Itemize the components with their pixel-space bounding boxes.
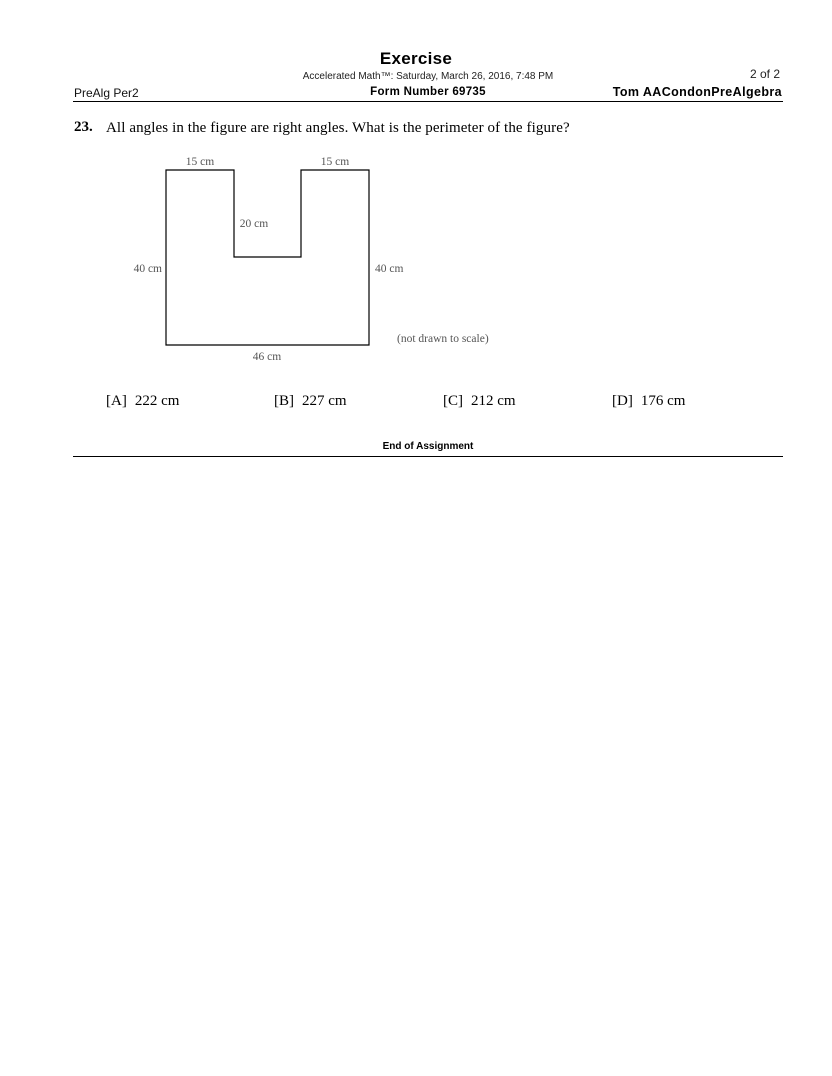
choice-letter: [B]	[274, 393, 294, 409]
label-left-side: 40 cm	[133, 263, 162, 275]
answer-choice-c[interactable]	[443, 393, 516, 410]
worksheet-title: Exercise	[379, 49, 453, 68]
choice-letter: [C]	[443, 393, 463, 409]
form-number: Form Number 69735	[370, 86, 486, 98]
answer-choice-b[interactable]	[274, 393, 347, 410]
class-name: PreAlg Per2	[74, 86, 139, 100]
page-number: 2 of 2	[749, 67, 780, 81]
student-name: Tom AACondonPreAlgebra	[612, 85, 782, 99]
choice-letter: [D]	[612, 393, 633, 409]
label-right-side: 40 cm	[375, 263, 404, 275]
u-shape-figure	[0, 0, 832, 400]
choice-value: 227 cm	[302, 393, 347, 409]
worksheet-subtitle: Accelerated Math™: Saturday, March 26, 2016, 7:48 PM	[302, 71, 554, 82]
answer-choice-a[interactable]	[106, 393, 179, 410]
not-to-scale-note: (not drawn to scale)	[397, 333, 489, 345]
end-of-assignment: End of Assignment	[382, 441, 474, 452]
figure-outline	[166, 170, 369, 345]
label-top-left: 15 cm	[185, 156, 215, 168]
footer-divider	[73, 456, 783, 457]
choice-letter: [A]	[106, 393, 127, 409]
choice-value: 222 cm	[134, 393, 180, 409]
question-text: All angles in the figure are right angles. What is the perimeter of the figure?	[106, 120, 570, 136]
choice-value: 212 cm	[471, 393, 516, 409]
choice-value: 176 cm	[640, 393, 686, 409]
answer-choice-d[interactable]	[612, 393, 685, 410]
label-bottom: 46 cm	[252, 351, 282, 363]
label-top-right: 15 cm	[320, 156, 350, 168]
question-number: 23.	[74, 119, 93, 135]
label-notch-depth: 20 cm	[239, 218, 269, 230]
